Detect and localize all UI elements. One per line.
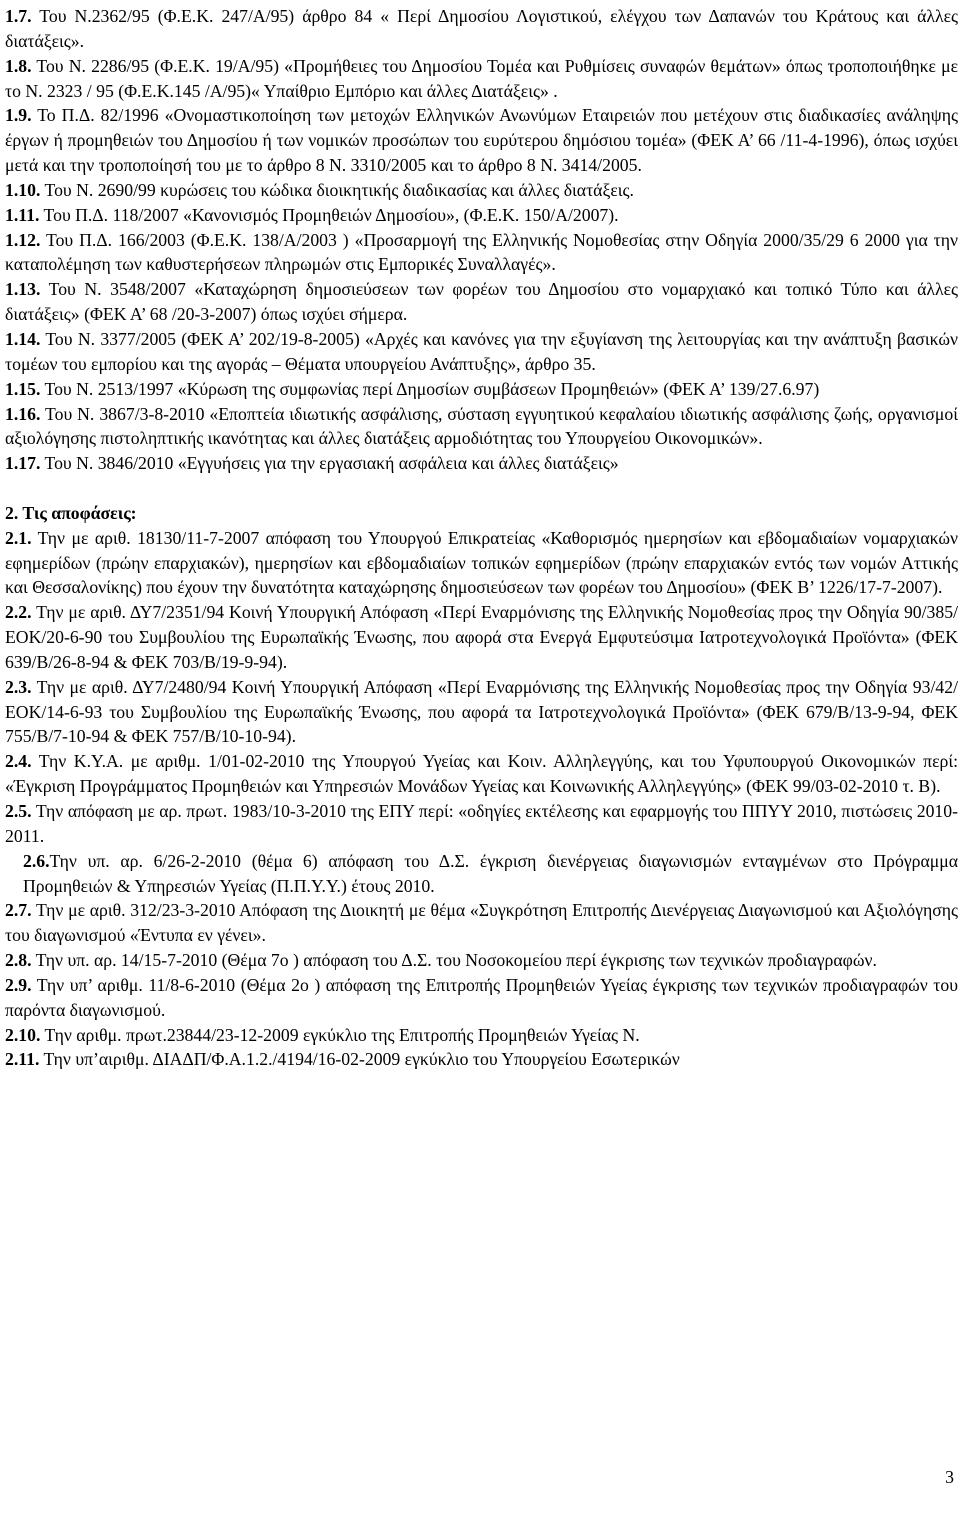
item-number: 1.10. [5, 179, 41, 200]
item-number: 2.5. [5, 801, 32, 821]
list-item-2-7 [5, 898, 958, 948]
item-number: 2.9. [5, 974, 32, 995]
list-item-2-8 [5, 948, 958, 973]
list-item-2-2 [5, 600, 958, 675]
item-text: Του Ν. 3377/2005 (ΦΕΚ Α’ 202/19-8-2005) «Αρχές και κανόνες για την εξυγίανση της λειτουργίας και την ανάπτυξη βασικών τομέων του εμπορίου και της αγοράς – Θέματα υπουργείου Ανάπτυξης», άρθρο 35. [5, 328, 958, 374]
list-item-2-1 [5, 526, 958, 601]
item-number: 2.2. [5, 602, 32, 623]
item-text: Το Π.Δ. 82/1996 «Ονομαστικοποίηση των μετοχών Ελληνικών Ανωνύμων Εταιρειών που μετέχουν στις διαδικασίες ανάληψης έργων ή προμηθειών του Δημοσίου ή των νομικών προσώπων του ευρύτερου δημόσιου τομέα» (ΦΕΚ Α’ 66 /11-4-1996), όπως ισχύει μετά και την τροποποίησή του με το άρθρο 8 Ν. 3310/2005 και το άρθρο 8 Ν. 3414/2005. [5, 105, 958, 176]
item-text: Την με αριθ. ΔΥ7/2351/94 Κοινή Υπουργική Απόφαση «Περί Εναρμόνισης της Ελληνικής Νομοθεσίας προς την Οδηγία 90/385/ΕΟΚ/20-6-90 του Συμβουλίου της Ευρωπαϊκής Ένωσης, που αφορά στα Ενεργά Εμφυτεύσιμα Ιατροτεχνολογικά Προϊόντα» (ΦΕΚ 639/Β/26-8-94 & ΦΕΚ 703/Β/19-9-94). [5, 602, 958, 672]
item-text: Την υπ. αρ. 14/15-7-2010 (Θέμα 7ο ) απόφαση του Δ.Σ. του Νοσοκομείου περί έγκρισης των τεχνικών προδιαγραφών. [31, 950, 877, 971]
item-number: 1.12. [5, 229, 41, 250]
item-number: 1.15. [5, 378, 41, 399]
item-text: Του Π.Δ. 118/2007 «Κανονισμός Προμηθειών Δημοσίου», (Φ.Ε.Κ. 150/Α/2007). [39, 204, 619, 225]
document-page [5, 4, 958, 1072]
decisions-list [5, 526, 958, 1073]
item-text: Την υπ’ αριθμ. 11/8-6-2010 (Θέμα 2ο ) απόφαση της Επιτροπής Προμηθειών Υγείας έγκρισης των τεχνικών προδιαγραφών του παρόντα διαγωνισμού. [5, 974, 958, 1020]
list-item-2-9 [5, 973, 958, 1023]
list-item-1-14 [5, 327, 958, 377]
list-item-1-7 [5, 4, 958, 54]
item-number: 1.8. [5, 55, 32, 76]
item-number: 1.7. [5, 6, 32, 26]
item-text: Την με αριθ. ΔΥ7/2480/94 Κοινή Υπουργική Απόφαση «Περί Εναρμόνισης της Ελληνικής Νομοθεσίας προς την Οδηγία 93/42/ΕΟΚ/14-6-93 του Συμβουλίου της Ευρωπαϊκής Ένωσης, που αφορά τα Ιατροτεχνολογικά Προϊόντα» (ΦΕΚ 679/Β/13-9-94, ΦΕΚ 755/Β/7-10-94 & ΦΕΚ 757/Β/10-10-94). [5, 676, 958, 747]
item-number: 1.17. [5, 453, 41, 474]
item-text: Του Ν. 3548/2007 «Καταχώρηση δημοσιεύσεων των φορέων του Δημοσίου στο νομαρχιακό και τοπικό Τύπο και άλλες διατάξεις» (ΦΕΚ Α’ 68 /20-3-2007) όπως ισχύει σήμερα. [5, 279, 958, 325]
item-text: Του Ν. 2513/1997 «Κύρωση της συμφωνίας περί Δημοσίων συμβάσεων Προμηθειών» (ΦΕΚ Α’ 139/27.6.97) [40, 378, 820, 399]
list-item-1-8 [5, 54, 958, 104]
list-item-1-15 [5, 377, 958, 402]
item-text: Του Π.Δ. 166/2003 (Φ.Ε.Κ. 138/Α/2003 ) «Προσαρμογή της Ελληνικής Νομοθεσίας στην Οδηγία 2000/35/29 6 2000 για την καταπολέμηση των καθυστερήσεων πληρωμών στις Εμπορικές Συναλλαγές». [5, 229, 958, 275]
item-text: Του Ν. 2286/95 (Φ.Ε.Κ. 19/Α/95) «Προμήθειες του Δημοσίου Τομέα και Ρυθμίσεις συναφών θεμάτων» όπως τροποποιήθηκε με το Ν. 2323 / 95 (Φ.Ε.Κ.145 /Α/95)« Υπαίθριο Εμπόριο και άλλες Διατάξεις» . [5, 55, 958, 101]
section-heading: 2. Τις αποφάσεις: [5, 502, 137, 523]
item-number: 1.16. [5, 403, 41, 424]
item-number: 2.8. [5, 950, 32, 971]
item-number: 2.3. [5, 676, 32, 697]
item-text: Του Ν. 2690/99 κυρώσεις του κώδικα διοικητικής διαδικασίας και άλλες διατάξεις. [40, 179, 634, 200]
item-text: Την Κ.Υ.Α. με αριθμ. 1/01-02-2010 της Υπουργού Υγείας και Κοιν. Αλληλεγγύης, και του Υφυπουργού Οικονομικών περί: «Έγκριση Προγράμματος Προμηθειών και Υπηρεσιών Μονάδων Υγείας και Κοινωνικής Αλληλεγγύης» (ΦΕΚ 99/03-02-2010 τ. Β). [5, 751, 958, 797]
list-item-2-3 [5, 675, 958, 750]
page-number: 3 [945, 1467, 954, 1487]
list-item-2-11 [5, 1047, 958, 1072]
item-number: 1.11. [5, 204, 40, 225]
list-item-1-16 [5, 402, 958, 452]
item-text: Την υπ. αρ. 6/26-2-2010 (θέμα 6) απόφαση του Δ.Σ. έγκριση διενέργειας διαγωνισμών ενταγμένων στο Πρόγραμμα Προμηθειών & Υπηρεσιών Υγείας (Π.Π.Υ.Υ.) έτους 2010. [23, 850, 958, 896]
item-number: 2.4. [5, 751, 32, 772]
item-text: Του Ν. 3867/3-8-2010 «Εποπτεία ιδιωτικής ασφάλισης, σύσταση εγγυητικού κεφαλαίου ιδιωτικής ασφάλισης ζωής, οργανισμοί αξιολόγησης πιστοληπτικής ικανότητας και άλλες διατάξεις αρμοδιότητας του Υπουργείου Οικονομικών». [5, 403, 958, 449]
list-item-2-6 [5, 849, 958, 899]
item-number: 2.11. [5, 1049, 40, 1070]
item-text: Του Ν. 3846/2010 «Εγγυήσεις για την εργασιακή ασφάλεια και άλλες διατάξεις» [40, 453, 619, 474]
list-item-1-13 [5, 277, 958, 327]
item-text: Την με αριθ. 312/23-3-2010 Απόφαση της Διοικητή με θέμα «Συγκρότηση Επιτροπής Διενέργειας Διαγωνισμού και Αξιολόγησης του διαγωνισμού «Έντυπα εν γένει». [5, 900, 958, 946]
list-item-1-12 [5, 228, 958, 278]
list-item-1-10 [5, 178, 958, 203]
item-text: Την με αριθ. 18130/11-7-2007 απόφαση του Υπουργού Επικρατείας «Καθορισμός ημερησίων και εβδομαδιαίων νομαρχιακών εφημερίδων (πρώην επαρχιακών), ημερησίων και εβδομαδιαίων τοπικών εφημερίδων (πρώην επαρχιακών εντός των νομών Αττικής και Θεσσαλονίκης) που έχουν την δυνατότητα καταχώρησης δημοσιεύσεων των φορέων του Δημοσίου» (ΦΕΚ Β’ 1226/17-7-2007). [5, 527, 958, 598]
item-number: 2.1. [5, 527, 32, 548]
list-item-1-9 [5, 103, 958, 178]
item-number: 1.14. [5, 328, 41, 349]
item-text: Του Ν.2362/95 (Φ.Ε.Κ. 247/Α/95) άρθρο 84 « Περί Δημοσίου Λογιστικού, ελέγχου των Δαπανών του Κράτους και άλλες διατάξεις». [5, 6, 958, 51]
item-number: 1.9. [5, 105, 32, 126]
item-text: Την υπ’αιριθμ. ΔΙΑΔΠ/Φ.Α.1.2./4194/16-02-2009 εγκύκλιο του Υπουργείου Εσωτερικών [39, 1049, 680, 1070]
list-item-2-5 [5, 799, 958, 849]
item-text: Την απόφαση με αρ. πρωτ. 1983/10-3-2010 της ΕΠΥ περί: «οδηγίες εκτέλεσης και εφαρμογής του ΠΠΥΥ 2010, πιστώσεις 2010-2011. [5, 801, 958, 846]
list-item-2-4 [5, 749, 958, 799]
item-number: 2.6. [23, 850, 50, 871]
list-item-1-17 [5, 451, 958, 476]
list-item-1-11 [5, 203, 958, 228]
list-item-2-10 [5, 1023, 958, 1048]
item-number: 2.7. [5, 900, 32, 921]
section-spacer [5, 476, 958, 501]
legislation-list [5, 4, 958, 476]
item-number: 2.10. [5, 1024, 41, 1045]
item-text: Την αριθμ. πρωτ.23844/23-12-2009 εγκύκλιο της Επιτροπής Προμηθειών Υγείας Ν. [40, 1024, 640, 1045]
item-number: 1.13. [5, 279, 41, 300]
